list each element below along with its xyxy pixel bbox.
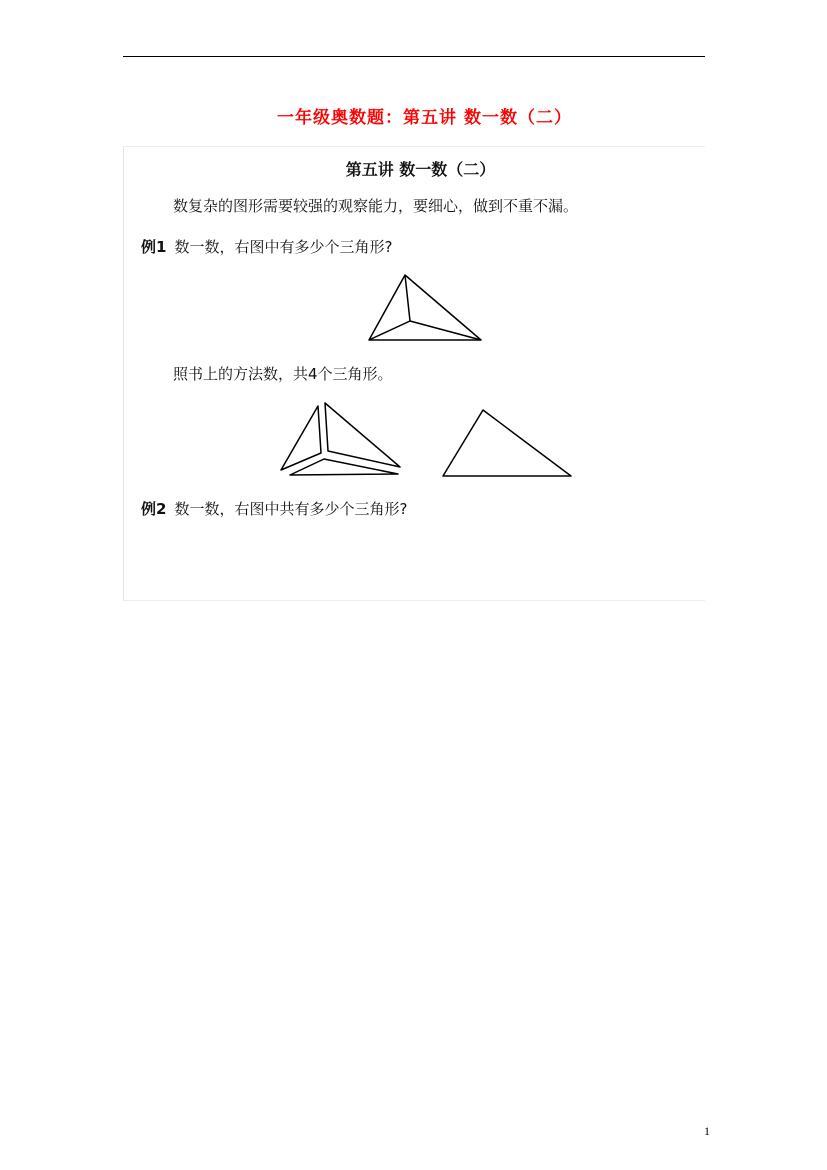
lesson-heading: 第五讲 数一数（二）	[345, 160, 496, 179]
example-1-triangle-figure	[365, 272, 485, 344]
intro-text: 数复杂的图形需要较强的观察能力，要细心，做到不重不漏。	[173, 197, 579, 215]
example-1-answer: 照书上的方法数，共4个三角形。	[173, 365, 393, 383]
example-1-label: 例1	[141, 238, 167, 256]
inner-line-top	[405, 275, 410, 321]
split-triangle-pieces-figure	[279, 401, 405, 479]
piece-left	[281, 406, 321, 470]
piece-bottom	[290, 459, 398, 475]
example-2-question: 数一数，右图中共有多少个三角形?	[174, 500, 408, 518]
example-1	[141, 236, 392, 257]
outer-triangle	[369, 275, 481, 340]
document-title: 一年级奥数题：第五讲 数一数（二）	[277, 108, 572, 128]
inner-line-left	[369, 321, 410, 340]
example-2	[141, 498, 407, 519]
piece-right	[325, 403, 400, 467]
whole-triangle-figure	[440, 407, 574, 479]
example-2-label: 例2	[141, 500, 167, 518]
whole-triangle	[443, 410, 571, 476]
page-number: 1	[704, 1124, 710, 1138]
header-rule	[123, 56, 705, 57]
example-1-question: 数一数，右图中有多少个三角形?	[174, 238, 393, 256]
